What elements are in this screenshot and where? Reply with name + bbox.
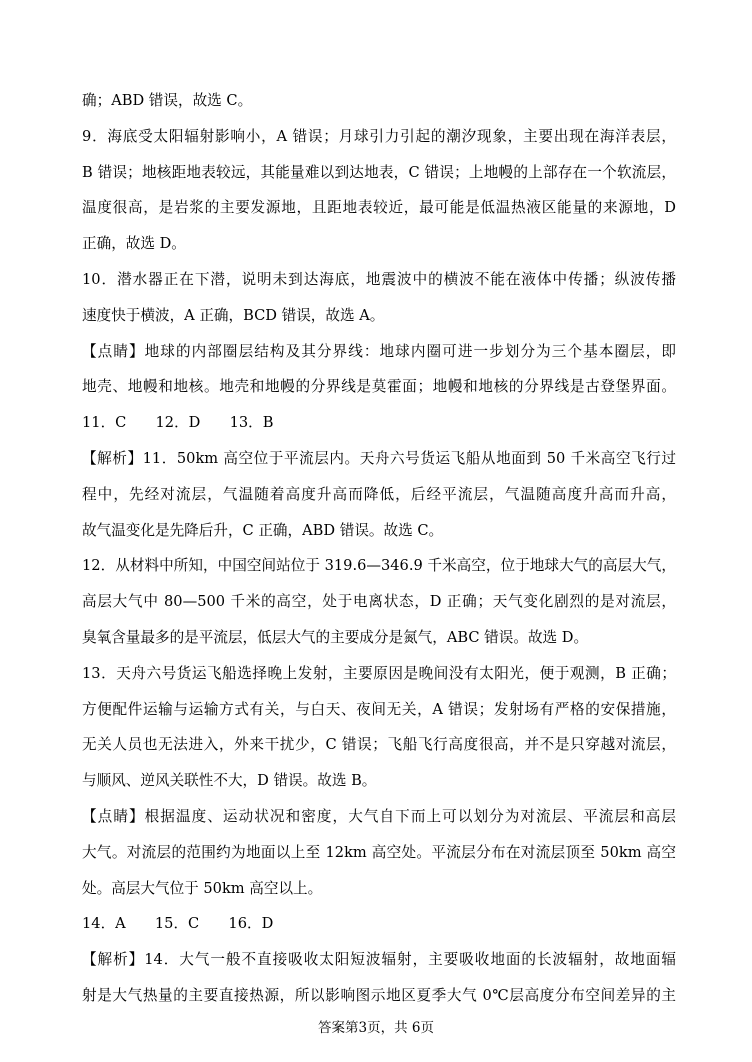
text-line: 无关人员也无法进入，外来干扰少，C 错误；飞船飞行高度很高，并不是只穿越对流层， bbox=[82, 736, 676, 754]
text-line: 【点睛】地球的内部圈层结构及其分界线：地球内圈可进一步划分为三个基本圈层，即 bbox=[82, 342, 676, 360]
text-line: 臭氧含量最多的是平流层，低层大气的主要成分是氮气，ABC 错误。故选 D。 bbox=[82, 628, 589, 646]
text-line: 程中，先经对流层，气温随着高度升高而降低，后经平流层，气温随高度升高而升高， bbox=[82, 485, 676, 503]
text-line: 射是大气热量的主要直接热源，所以影响图示地区夏季大气 0℃层高度分布空间差异的主 bbox=[82, 986, 676, 1004]
text-line: 确；ABD 错误，故选 C。 bbox=[82, 92, 253, 109]
page-footer: 答案第3页，共 6页 bbox=[318, 1020, 434, 1036]
text-line: 12．从材料中所知，中国空间站位于 319.6—346.9 千米高空，位于地球大气的高层大气， bbox=[82, 557, 676, 575]
answer-text-body bbox=[82, 87, 676, 1018]
text-line: 地壳、地幔和地核。地壳和地幔的分界线是莫霍面；地幔和地核的分界线是古登堡界面。 bbox=[82, 378, 676, 396]
text-line: B 错误；地核距地表较远，其能量难以到达地表，C 错误；上地幔的上部存在一个软流层， bbox=[82, 163, 676, 181]
text-line: 【点睛】根据温度、运动状况和密度，大气自下而上可以划分为对流层、平流层和高层 bbox=[82, 807, 676, 825]
text-line: 处。高层大气位于 50km 高空以上。 bbox=[82, 879, 323, 897]
text-line: 正确，故选 D。 bbox=[82, 235, 186, 253]
text-line: 与顺风、逆风关联性不大，D 错误。故选 B。 bbox=[82, 772, 377, 790]
text-line: 14．A 15．C 16．D bbox=[82, 915, 274, 933]
text-line: 温度很高，是岩浆的主要发源地，且距地表较近，最可能是低温热液区能量的来源地，D bbox=[82, 199, 676, 217]
text-line: 方便配件运输与运输方式有关，与白天、夜间无关，A 错误；发射场有严格的安保措施， bbox=[82, 700, 676, 718]
text-line: 13．天舟六号货运飞船选择晚上发射，主要原因是晚间没有太阳光，便于观测，B 正确； bbox=[82, 664, 676, 682]
text-line: 高层大气中 80—500 千米的高空，处于电离状态，D 正确；天气变化剧烈的是对流层， bbox=[82, 593, 676, 611]
text-line: 9．海底受太阳辐射影响小，A 错误；月球引力引起的潮汐现象，主要出现在海洋表层， bbox=[82, 127, 676, 145]
text-line: 【解析】11．50km 高空位于平流层内。天舟六号货运飞船从地面到 50 千米高空飞行过 bbox=[82, 449, 676, 467]
text-line: 大气。对流层的范围约为地面以上至 12km 高空处。平流层分布在对流层顶至 50km 高空 bbox=[82, 843, 676, 861]
text-line: 【解析】14．大气一般不直接吸收太阳短波辐射，主要吸收地面的长波辐射，故地面辐 bbox=[82, 951, 676, 969]
text-line: 11．C 12．D 13．B bbox=[82, 414, 274, 432]
text-line: 故气温变化是先降后升，C 正确，ABD 错误。故选 C。 bbox=[82, 521, 444, 539]
text-line: 速度快于横波，A 正确，BCD 错误，故选 A。 bbox=[82, 306, 385, 324]
text-line: 10．潜水器正在下潜，说明未到达海底，地震波中的横波不能在液体中传播；纵波传播 bbox=[82, 270, 676, 288]
